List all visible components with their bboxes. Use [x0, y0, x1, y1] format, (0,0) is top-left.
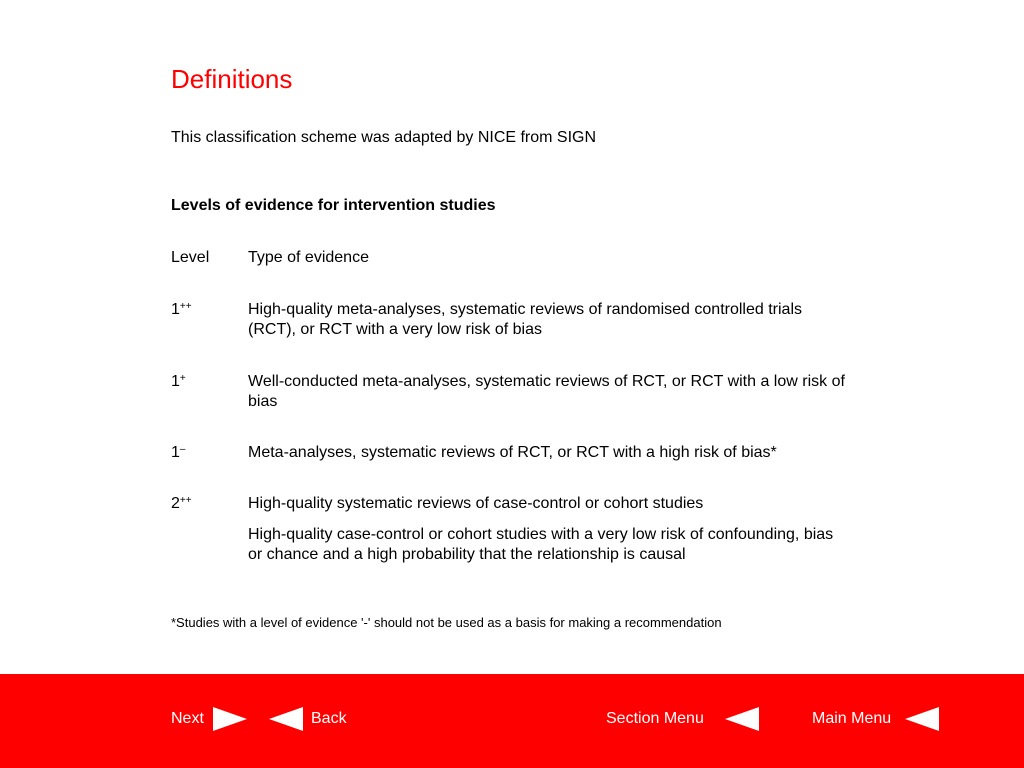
section-menu-arrow-icon[interactable] [725, 706, 760, 732]
evidence-description: Meta-analyses, systematic reviews of RCT, or RCT with a high risk of bias* [248, 444, 777, 461]
back-arrow-icon[interactable] [269, 706, 304, 732]
next-arrow-icon[interactable] [213, 706, 248, 732]
evidence-level: 2++ [171, 495, 192, 512]
next-link[interactable]: Next [171, 710, 204, 727]
navigation-bar [0, 674, 1024, 768]
evidence-level: 1– [171, 444, 186, 461]
footnote: *Studies with a level of evidence '-' should not be used as a basis for making a recommendation [171, 615, 722, 630]
evidence-level: 1+ [171, 373, 186, 390]
section-menu-link[interactable]: Section Menu [606, 710, 704, 727]
evidence-description: High-quality meta-analyses, systematic reviews of randomised controlled trials (RCT), or RCT with a very low risk of bias [248, 301, 802, 338]
column-header-type: Type of evidence [248, 249, 369, 266]
page-title: Definitions [171, 64, 293, 94]
main-menu-arrow-icon[interactable] [905, 706, 940, 732]
intro-text: This classification scheme was adapted by NICE from SIGN [171, 129, 597, 146]
evidence-level: 1++ [171, 301, 192, 318]
section-heading: Levels of evidence for intervention studies [171, 197, 496, 214]
main-menu-link[interactable]: Main Menu [812, 710, 892, 727]
back-link[interactable]: Back [311, 710, 347, 727]
evidence-description: Well-conducted meta-analyses, systematic reviews of RCT, or RCT with a low risk of bias [248, 373, 845, 410]
column-header-level: Level [171, 249, 210, 266]
evidence-description: High-quality case-control or cohort studies with a very low risk of confounding, bias or chance and a high probability that the relationship is causal [248, 526, 834, 563]
evidence-description: High-quality systematic reviews of case-control or cohort studies [248, 495, 704, 512]
